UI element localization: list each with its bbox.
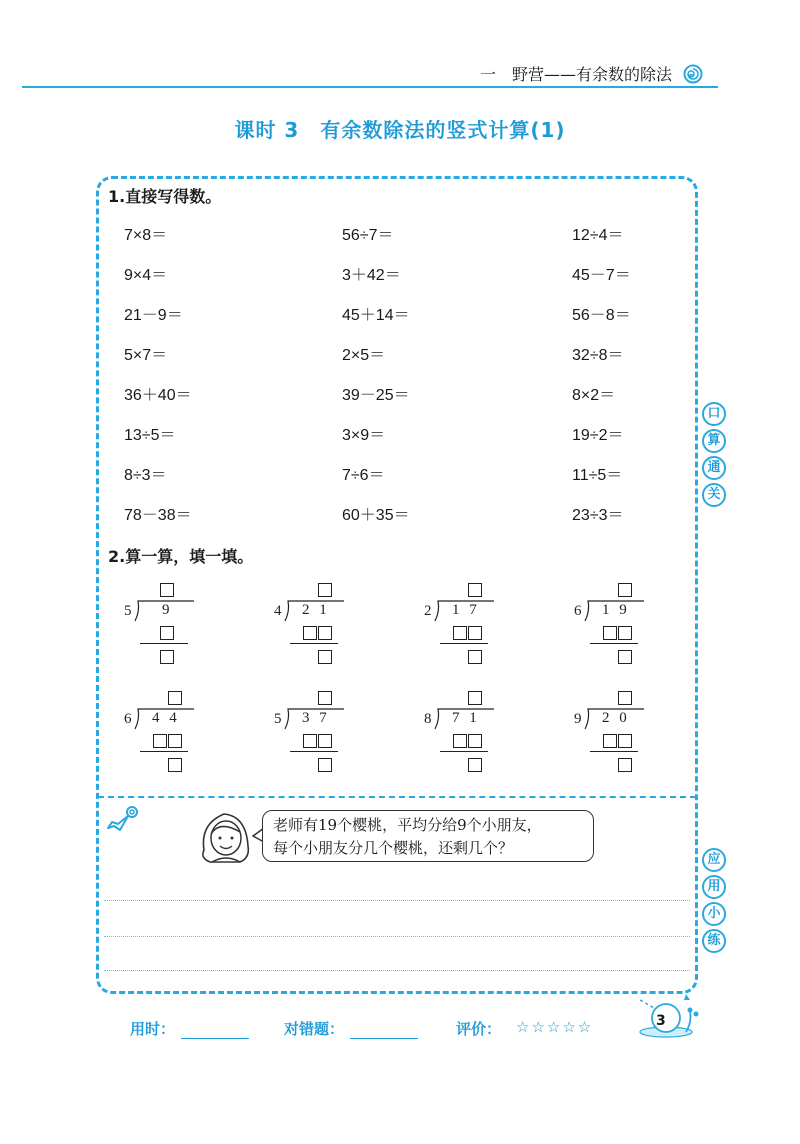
- header-rule: [22, 86, 718, 88]
- product-boxes: [603, 625, 633, 639]
- remainder-box[interactable]: [618, 650, 632, 664]
- quotient-box[interactable]: [618, 691, 632, 705]
- product-boxes: [153, 733, 183, 747]
- quotient-box[interactable]: [468, 583, 482, 597]
- remainder-box-row: [468, 649, 483, 663]
- divisor: 6: [124, 711, 132, 727]
- remainder-box-row: [318, 649, 333, 663]
- long-division-problem: [424, 583, 494, 671]
- oral-problem: 13÷5＝: [124, 427, 176, 444]
- answer-box[interactable]: [168, 734, 182, 748]
- remainder-box-row: [468, 757, 483, 771]
- answer-line[interactable]: [104, 970, 690, 971]
- divisor: 2: [424, 603, 432, 619]
- divisor: 9: [574, 711, 582, 727]
- rating-label: 评价：: [456, 1020, 502, 1038]
- errors-field: [284, 1018, 418, 1039]
- page-number: 3: [656, 1013, 666, 1029]
- subtraction-line: [140, 751, 188, 752]
- problem-line-1: 老师有19个樱桃，平均分给9个小朋友，: [273, 816, 542, 834]
- section1-label: 1.直接写得数。: [108, 187, 222, 206]
- subtraction-line: [590, 643, 638, 644]
- oral-problem: 3＋42＝: [342, 267, 401, 284]
- oral-problem: 3×9＝: [342, 427, 386, 444]
- time-blank[interactable]: [181, 1024, 249, 1039]
- time-label: 用时：: [130, 1020, 176, 1038]
- section2-label: 2.算一算，填一填。: [108, 547, 254, 566]
- dividend: 1 9: [602, 602, 630, 618]
- snail-icon: [636, 992, 706, 1038]
- product-boxes: [303, 625, 333, 639]
- oral-problem: 56－8＝: [572, 307, 631, 324]
- running-header: [480, 62, 710, 88]
- oral-problem: 36＋40＝: [124, 387, 192, 404]
- dividend: 3 7: [302, 710, 330, 726]
- remainder-box[interactable]: [160, 650, 174, 664]
- answer-box[interactable]: [468, 734, 482, 748]
- divisor: 5: [124, 603, 132, 619]
- lesson-title: 课时 3 有余数除法的竖式计算(1): [234, 118, 566, 142]
- remainder-box[interactable]: [468, 758, 482, 772]
- answer-box[interactable]: [453, 734, 467, 748]
- answer-box[interactable]: [153, 734, 167, 748]
- oral-problem: 11÷5＝: [572, 467, 623, 484]
- answer-box[interactable]: [318, 734, 332, 748]
- side-tab-char: 练: [702, 929, 726, 953]
- divisor: 6: [574, 603, 582, 619]
- long-division-problem: [274, 583, 344, 671]
- side-tab-char: 通: [702, 456, 726, 480]
- remainder-box-row: [160, 649, 175, 663]
- dividend: 4 4: [152, 710, 180, 726]
- remainder-box[interactable]: [618, 758, 632, 772]
- remainder-box-row: [618, 649, 633, 663]
- side-tab-char: 小: [702, 902, 726, 926]
- product-boxes: [453, 733, 483, 747]
- subtraction-line: [290, 643, 338, 644]
- answer-box[interactable]: [618, 626, 632, 640]
- remainder-box[interactable]: [168, 758, 182, 772]
- oral-problem: 8÷3＝: [124, 467, 167, 484]
- answer-box[interactable]: [303, 626, 317, 640]
- oral-problem: 12÷4＝: [572, 227, 624, 244]
- oral-problem: 45＋14＝: [342, 307, 410, 324]
- side-tab-char: 用: [702, 875, 726, 899]
- answer-box[interactable]: [160, 626, 174, 640]
- answer-line[interactable]: [104, 900, 690, 901]
- oral-problem: 19÷2＝: [572, 427, 624, 444]
- long-division-problem: [424, 691, 494, 779]
- product-boxes: [160, 625, 175, 639]
- quotient-box[interactable]: [318, 691, 332, 705]
- answer-line[interactable]: [104, 936, 690, 937]
- oral-problem: 2×5＝: [342, 347, 386, 364]
- oral-problem: 39－25＝: [342, 387, 410, 404]
- quotient-box[interactable]: [318, 583, 332, 597]
- oral-problem: 7×8＝: [124, 227, 168, 244]
- remainder-box-row: [618, 757, 633, 771]
- header-title: 一 野营——有余数的除法: [480, 65, 673, 84]
- answer-box[interactable]: [453, 626, 467, 640]
- divisor: 5: [274, 711, 282, 727]
- time-field: [130, 1018, 249, 1039]
- dividend: 2 0: [602, 710, 630, 726]
- problem-line-2: 每个小朋友分几个樱桃，还剩几个？: [273, 839, 514, 857]
- answer-box[interactable]: [603, 734, 617, 748]
- quotient-box[interactable]: [618, 583, 632, 597]
- divisor: 4: [274, 603, 282, 619]
- long-division-problem: [574, 583, 644, 671]
- long-division-problem: [574, 691, 644, 779]
- answer-box[interactable]: [318, 626, 332, 640]
- long-division-problem: [274, 691, 344, 779]
- subtraction-line: [440, 643, 488, 644]
- oral-problem: 32÷8＝: [572, 347, 624, 364]
- spiral-icon: [683, 64, 703, 84]
- remainder-box[interactable]: [318, 650, 332, 664]
- subtraction-line: [440, 751, 488, 752]
- oral-problem: 78－38＝: [124, 507, 192, 524]
- girl-avatar: [194, 806, 256, 868]
- oral-problem: 5×7＝: [124, 347, 168, 364]
- remainder-box[interactable]: [318, 758, 332, 772]
- dividend: 9: [162, 602, 173, 618]
- oral-problem: 9×4＝: [124, 267, 168, 284]
- oral-problem: 45－7＝: [572, 267, 631, 284]
- remainder-box-row: [168, 757, 183, 771]
- answer-box[interactable]: [618, 734, 632, 748]
- divisor: 8: [424, 711, 432, 727]
- long-division-problem: [124, 583, 194, 671]
- product-boxes: [603, 733, 633, 747]
- oral-problem: 8×2＝: [572, 387, 616, 404]
- errors-label: 对错题：: [284, 1020, 345, 1038]
- answer-box[interactable]: [468, 626, 482, 640]
- remainder-box-row: [318, 757, 333, 771]
- subtraction-line: [290, 751, 338, 752]
- quotient-box[interactable]: [168, 691, 182, 705]
- answer-box[interactable]: [303, 734, 317, 748]
- dividend: 2 1: [302, 602, 330, 618]
- product-boxes: [453, 625, 483, 639]
- side-tab-char: 应: [702, 848, 726, 872]
- rating-field: [456, 1018, 501, 1039]
- quotient-box[interactable]: [160, 583, 174, 597]
- side-tab-char: 口: [702, 402, 726, 426]
- subtraction-line: [140, 643, 188, 644]
- dividend: 1 7: [452, 602, 480, 618]
- pushpin-icon: [104, 804, 140, 834]
- side-tab-char: 算: [702, 429, 726, 453]
- oral-problem: 21－9＝: [124, 307, 183, 324]
- oral-problem: 56÷7＝: [342, 227, 394, 244]
- oral-problem: 23÷3＝: [572, 507, 624, 524]
- speech-bubble: [262, 810, 594, 862]
- subtraction-line: [590, 751, 638, 752]
- oral-problem: 60＋35＝: [342, 507, 410, 524]
- oral-problem: 7÷6＝: [342, 467, 385, 484]
- dividend: 7 1: [452, 710, 480, 726]
- product-boxes: [303, 733, 333, 747]
- section-divider: [98, 796, 696, 798]
- side-tab-char: 关: [702, 483, 726, 507]
- remainder-box[interactable]: [468, 650, 482, 664]
- errors-blank[interactable]: [350, 1024, 418, 1039]
- quotient-box[interactable]: [468, 691, 482, 705]
- rating-stars[interactable]: ☆☆☆☆☆: [516, 1018, 594, 1036]
- answer-box[interactable]: [603, 626, 617, 640]
- long-division-problem: [124, 691, 194, 779]
